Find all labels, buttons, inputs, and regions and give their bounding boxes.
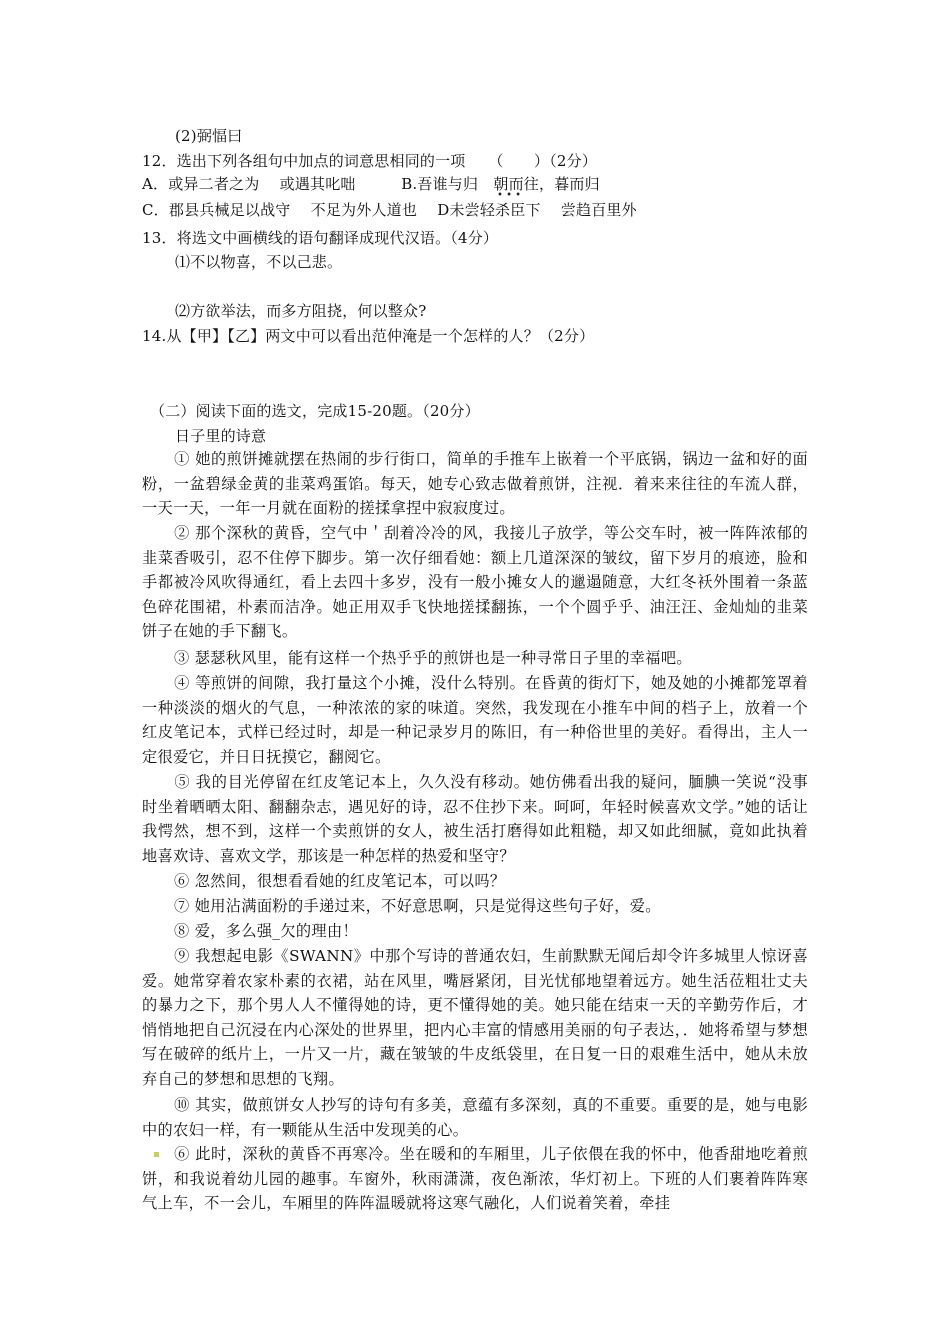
paragraph-2: ② 那个深秋的黄昏，空气中＇刮着冷冷的风，我接儿子放学，等公交车时，被一阵阵浓郁的韭菜香吸引，忍不住停下脚步。第一次仔细看她：额上几道深深的皱纹，留下岁月的痕迹，脸和手都被冷风吹得通红，看上去四十多岁，没有一般小摊女人的邋遢随意，大红冬袄外围着一条蓝色碎花围裙，朴素而洁净。她正用双手飞快地搓揉翻拣，一个个圆乎乎、油汪汪、金灿灿的韭菜饼子在她的手下翻飞。 [142, 524, 808, 641]
q13-item1: ⑴不以物喜，不以己悲。 [175, 253, 343, 271]
q12-options-ab: A．或异二者之为 或遇其叱咄 B.吾谁与归 朝而往，暮而归 [142, 175, 600, 193]
emphasis-dots: • • • [497, 190, 522, 201]
paragraph-9: ⑨ 我想起电影《SWANN》中那个写诗的普通农妇，生前默默无闻后却令许多城里人惊讶喜爱。她常穿着农家朴素的衣裙，站在风里，嘴唇紧闭，目光忧郁地望着远方。她生活莅粗壮丈夫的暴力之下，那个男人人不懂得她的诗，更不懂得她的美。她只能在结束一天的辛勤劳作后，才悄悄地把自己沉浸在内心深处的世界里，把内心丰富的情感用美丽的句子表达，．她将希望与梦想写在破碎的纸片上，一片又一片，藏在皱皱的牛皮纸袋里，在日复一日的艰难生活中，她从未放弃自己的梦想和思想的飞翔。 [142, 947, 808, 1088]
q14-stem: 14.从【甲】【乙】两文中可以看出范仲淹是一个怎样的人？（2分） [142, 327, 595, 345]
paragraph-1: ① 她的煎饼摊就摆在热闹的步行街口，简单的手推车上嵌着一个平底锅，锅边一盆和好的面粉，一盆碧绿金黄的韭菜鸡蛋馅。每天，她专心致志做着煎饼，注视．着来来往往的车流人群，一天一天，一年一月就在面粉的搓揉拿捏中寂寂度过。 [142, 450, 808, 518]
q12-options-cd: C．郡县兵械足以战守 不足为外人道也 D未尝轻杀臣下 尝趋百里外 [142, 201, 637, 219]
paragraph-3: ③ 瑟瑟秋风里，能有这样一个热乎乎的煎饼也是一种寻常日子里的幸福吧。 [174, 649, 692, 667]
paragraph-5: ⑤ 我的目光停留在红皮笔记本上，久久没有移动。她仿佛看出我的疑问，腼腆一笑说“没事时坐着晒晒太阳、翻翻杂志，遇见好的诗，忍不住抄下来。呵呵，年轻时候喜欢文学。”她的话让我愕然，想不到，这样一个卖煎饼的女人，被生活打磨得如此粗糙，却又如此细腻，竟如此执着地喜欢诗、喜欢文学，那该是一种怎样的热爱和坚守？ [142, 773, 808, 865]
paragraph-4: ④ 等煎饼的间隙，我打量这个小摊，没什么特别。在昏黄的街灯下，她及她的小摊都笼罩着一种淡淡的烟火的气息，一种浓浓的家的味道。突然，我发现在小推车中间的档子上，放着一个红皮笔记本，式样已经过时，却是一种记录岁月的陈旧，有一种俗世里的美好。看得出，主人一定很爱它，并日日抚摸它，翻阅它。 [142, 674, 808, 766]
q13-item2: ⑵方欲举法，而多方阻挠，何以整众? [175, 302, 427, 320]
highlight-mark [154, 1152, 159, 1157]
paragraph-10: ⑩ 其实，做煎饼女人抄写的诗句有多美，意蕴有多深刻，真的不重要。重要的是，她与电影中的农妇一样，有一颗能从生活中发现美的心。 [142, 1096, 808, 1139]
paragraph-8: ⑧ 爱，多么强_欠的理由！ [174, 922, 359, 940]
paragraph-7: ⑦ 她用沾满面粉的手递过来，不好意思啊，只是觉得这些句子好，爱。 [174, 897, 661, 915]
q12-stem: 12．选出下列各组句中加点的词意思相同的一项 （ ）（2分） [142, 152, 598, 170]
section-heading: （二）阅读下面的选文，完成15-20题。（20分） [150, 402, 480, 420]
paragraph-6: ⑥ 忽然间，很想看看她的红皮笔记本，可以吗？ [174, 872, 506, 890]
q11-item2: (2)弼愊曰 [175, 127, 243, 145]
q13-stem: 13．将选文中画横线的语句翻译成现代汉语。（4分） [142, 229, 499, 247]
article-title: 日子里的诗意 [175, 427, 267, 445]
paragraph-11: ⑥ 此时，深秋的黄昏不再寒冷。坐在暖和的车厢里，儿子依偎在我的怀中，他香甜地吃着煎饼，和我说着幼儿园的趣事。车窗外，秋雨潇潇，夜色渐浓，华灯初上。下班的人们裹着阵阵寒气上车，不一会儿，车厢里的阵阵温暖就将这寒气融化，人们说着笑着，牵挂 [142, 1145, 808, 1213]
